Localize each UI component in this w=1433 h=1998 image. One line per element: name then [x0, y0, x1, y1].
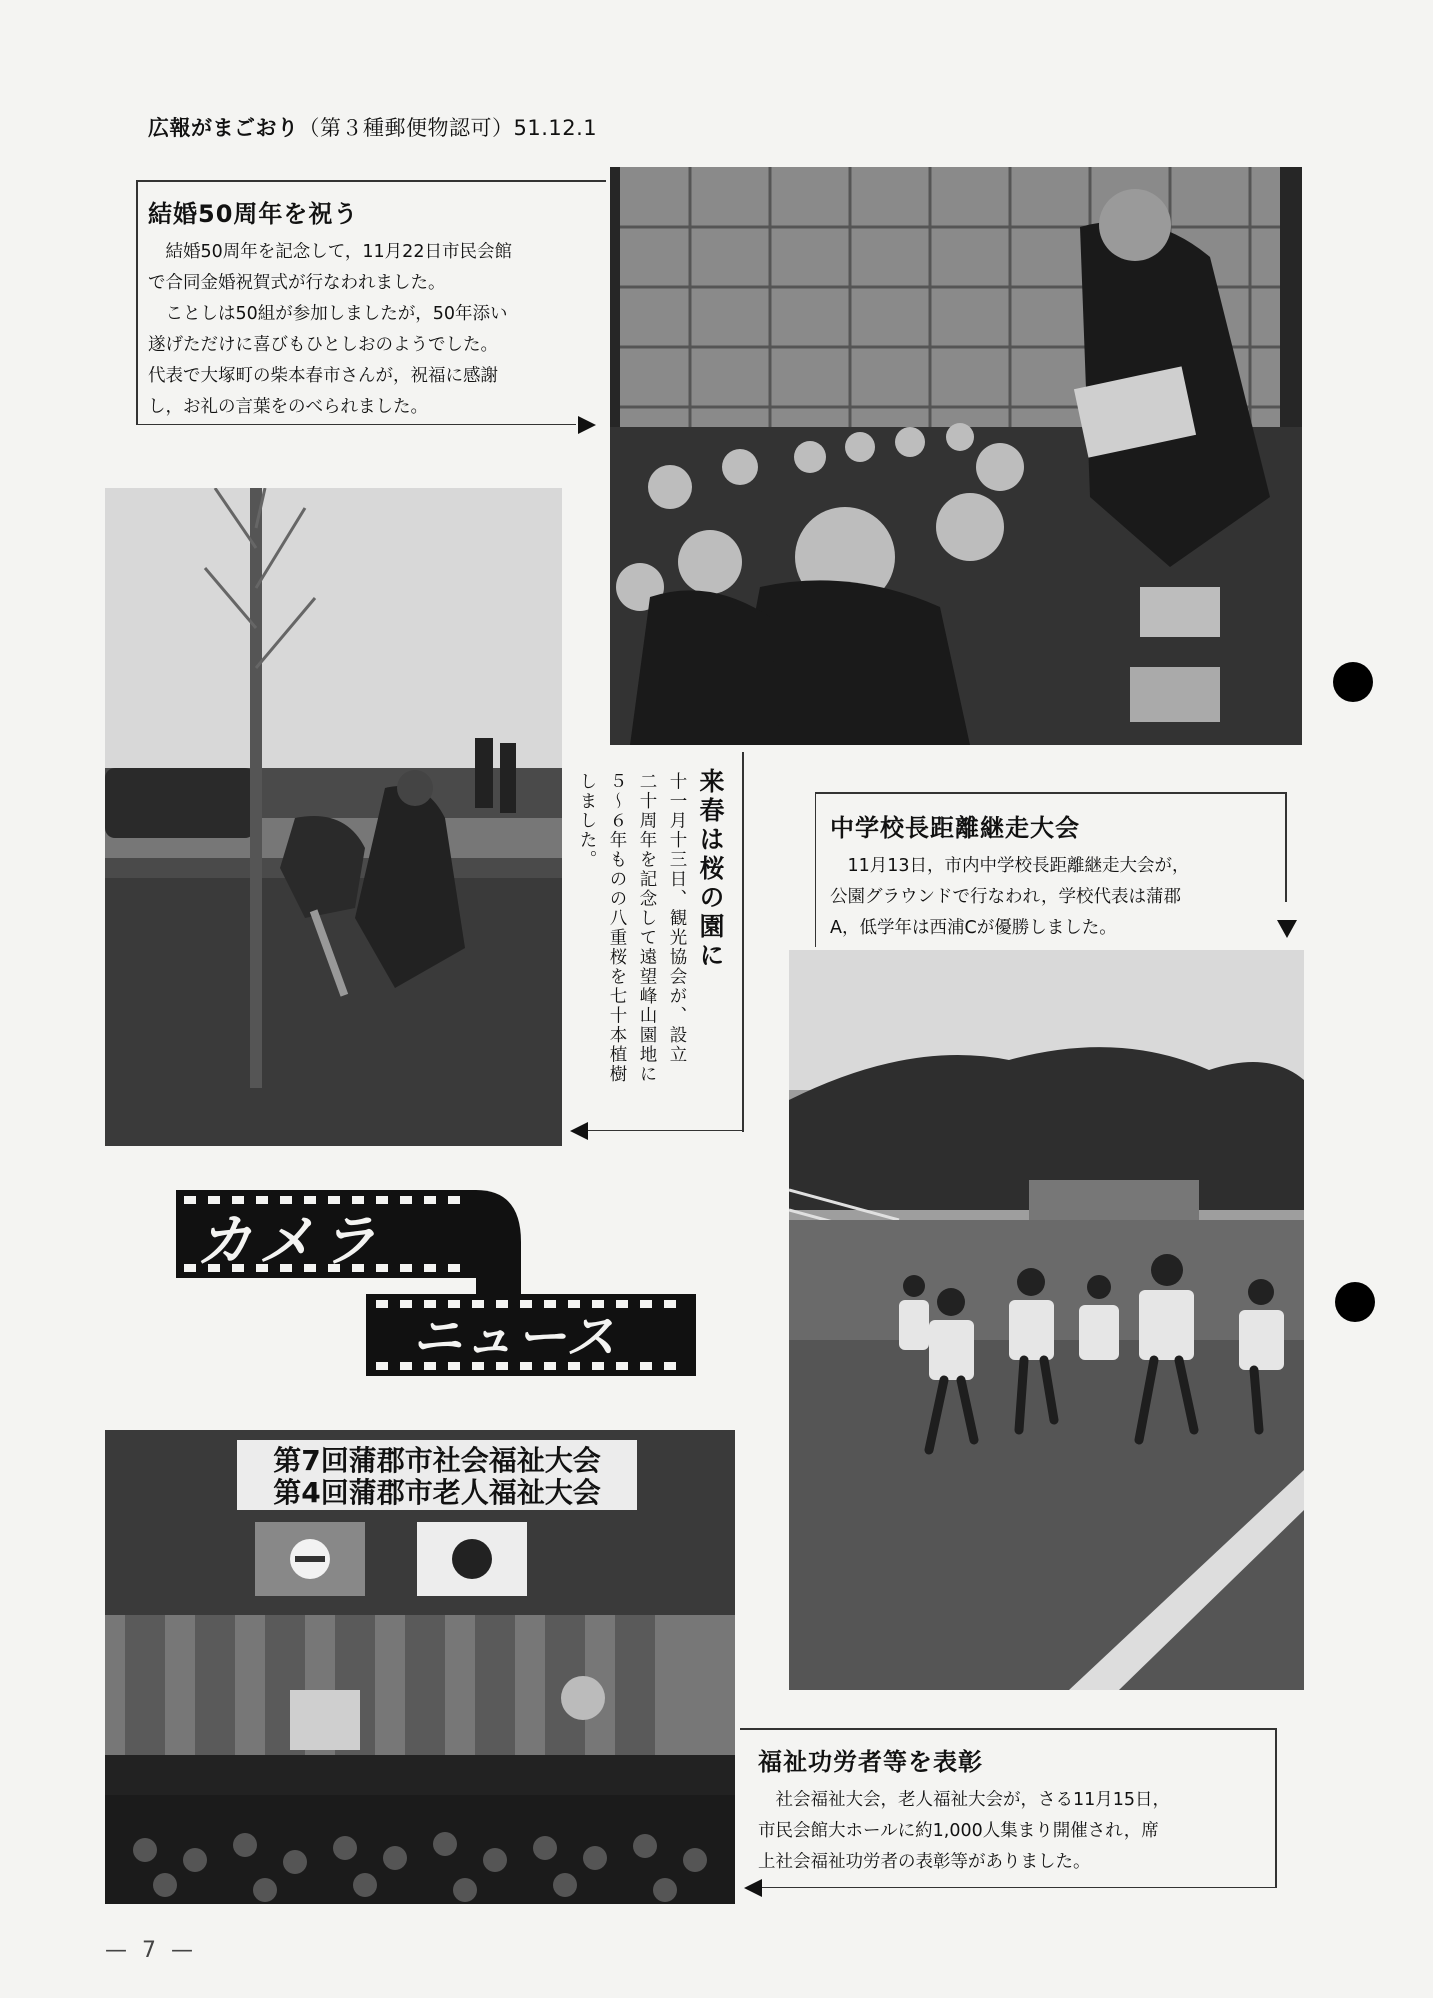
caption-frame-bottom: [136, 424, 576, 425]
caption-line: 二十周年を記念して遠望峰山園地に: [637, 772, 657, 1084]
page-header: [148, 112, 597, 142]
caption-body: [758, 1785, 1268, 1878]
caption-title: 福祉功労者等を表彰: [758, 1748, 983, 1776]
issue-date: 51.12.1: [513, 116, 598, 140]
caption-line: 11月13日，市内中学校長距離継走大会が，: [847, 856, 1190, 876]
caption-frame-top: [136, 180, 606, 182]
caption-frame-left: [815, 792, 816, 947]
logo-word-news: ニュース: [412, 1308, 618, 1366]
caption-line: 代表で大塚町の柴本春市さんが，祝福に感謝: [148, 366, 498, 386]
photo-relay-race: [789, 950, 1304, 1690]
caption-body: [830, 851, 1290, 944]
page-number: — 7 —: [105, 1938, 197, 1963]
caption-line: ことしは50組が参加しましたが，50年添い: [165, 304, 508, 324]
caption-line: しました。: [577, 772, 597, 870]
caption-line: 十一月十三日、観光協会が、設立: [667, 772, 687, 1065]
binding-hole-icon: [1333, 662, 1373, 702]
caption-line: 社会福祉大会，老人福祉大会が，さる11月15日，: [775, 1790, 1171, 1810]
caption-frame-bottom: [760, 1887, 1277, 1888]
binding-hole-icon: [1335, 1282, 1375, 1322]
caption-frame-left: [136, 180, 138, 425]
caption-relay: [830, 808, 1290, 944]
caption-line: 公園グラウンドで行なわれ，学校代表は蒲郡: [830, 887, 1182, 907]
caption-line: で合同金婚祝賀式が行なわれました。: [148, 273, 446, 293]
caption-title: 来春は桜の園に: [696, 768, 725, 971]
logo-word-camera: カメラ: [196, 1209, 382, 1274]
camera-news-logo: [176, 1182, 706, 1380]
caption-frame-right: [1275, 1728, 1277, 1888]
caption-frame-top: [815, 792, 1287, 794]
caption-line: A，低学年は西浦Cが優勝しました。: [830, 918, 1117, 938]
permit-note: （第３種郵便物認可）: [298, 116, 514, 140]
caption-title: 結婚50周年を祝う: [148, 200, 359, 228]
caption-line: し，お礼の言葉をのべられました。: [148, 397, 428, 417]
photo-golden-wedding-ceremony: [610, 167, 1302, 745]
publication-name: 広報がまごおり: [148, 116, 299, 140]
photo-welfare-convention: [105, 1430, 735, 1904]
caption-cherry-body: [572, 772, 692, 1132]
arrow-left-icon: [744, 1879, 762, 1897]
caption-title: 中学校長距離継走大会: [830, 814, 1080, 842]
caption-frame-right: [742, 752, 744, 1132]
photo-cherry-tree-planting: [105, 488, 562, 1146]
caption-line: 上社会福祉功労者の表彰等がありました。: [758, 1852, 1091, 1872]
caption-frame-top: [740, 1728, 1276, 1730]
caption-line: 遂げただけに喜びもひとしおのようでした。: [148, 335, 498, 355]
caption-welfare: [758, 1742, 1268, 1878]
banner-line-2: 第4回蒲郡市老人福祉大会: [273, 1476, 601, 1509]
caption-golden-wedding: [148, 194, 598, 423]
caption-body: [148, 237, 598, 423]
banner-line-1: 第7回蒲郡市社会福祉大会: [273, 1444, 601, 1477]
caption-line: 結婚50周年を記念して，11月22日市民会館: [165, 242, 512, 262]
caption-line: ５〜６年ものの八重桜を七十本植樹: [607, 772, 627, 1084]
caption-line: 市民会館大ホールに約1,000人集まり開催され，席: [758, 1821, 1159, 1841]
